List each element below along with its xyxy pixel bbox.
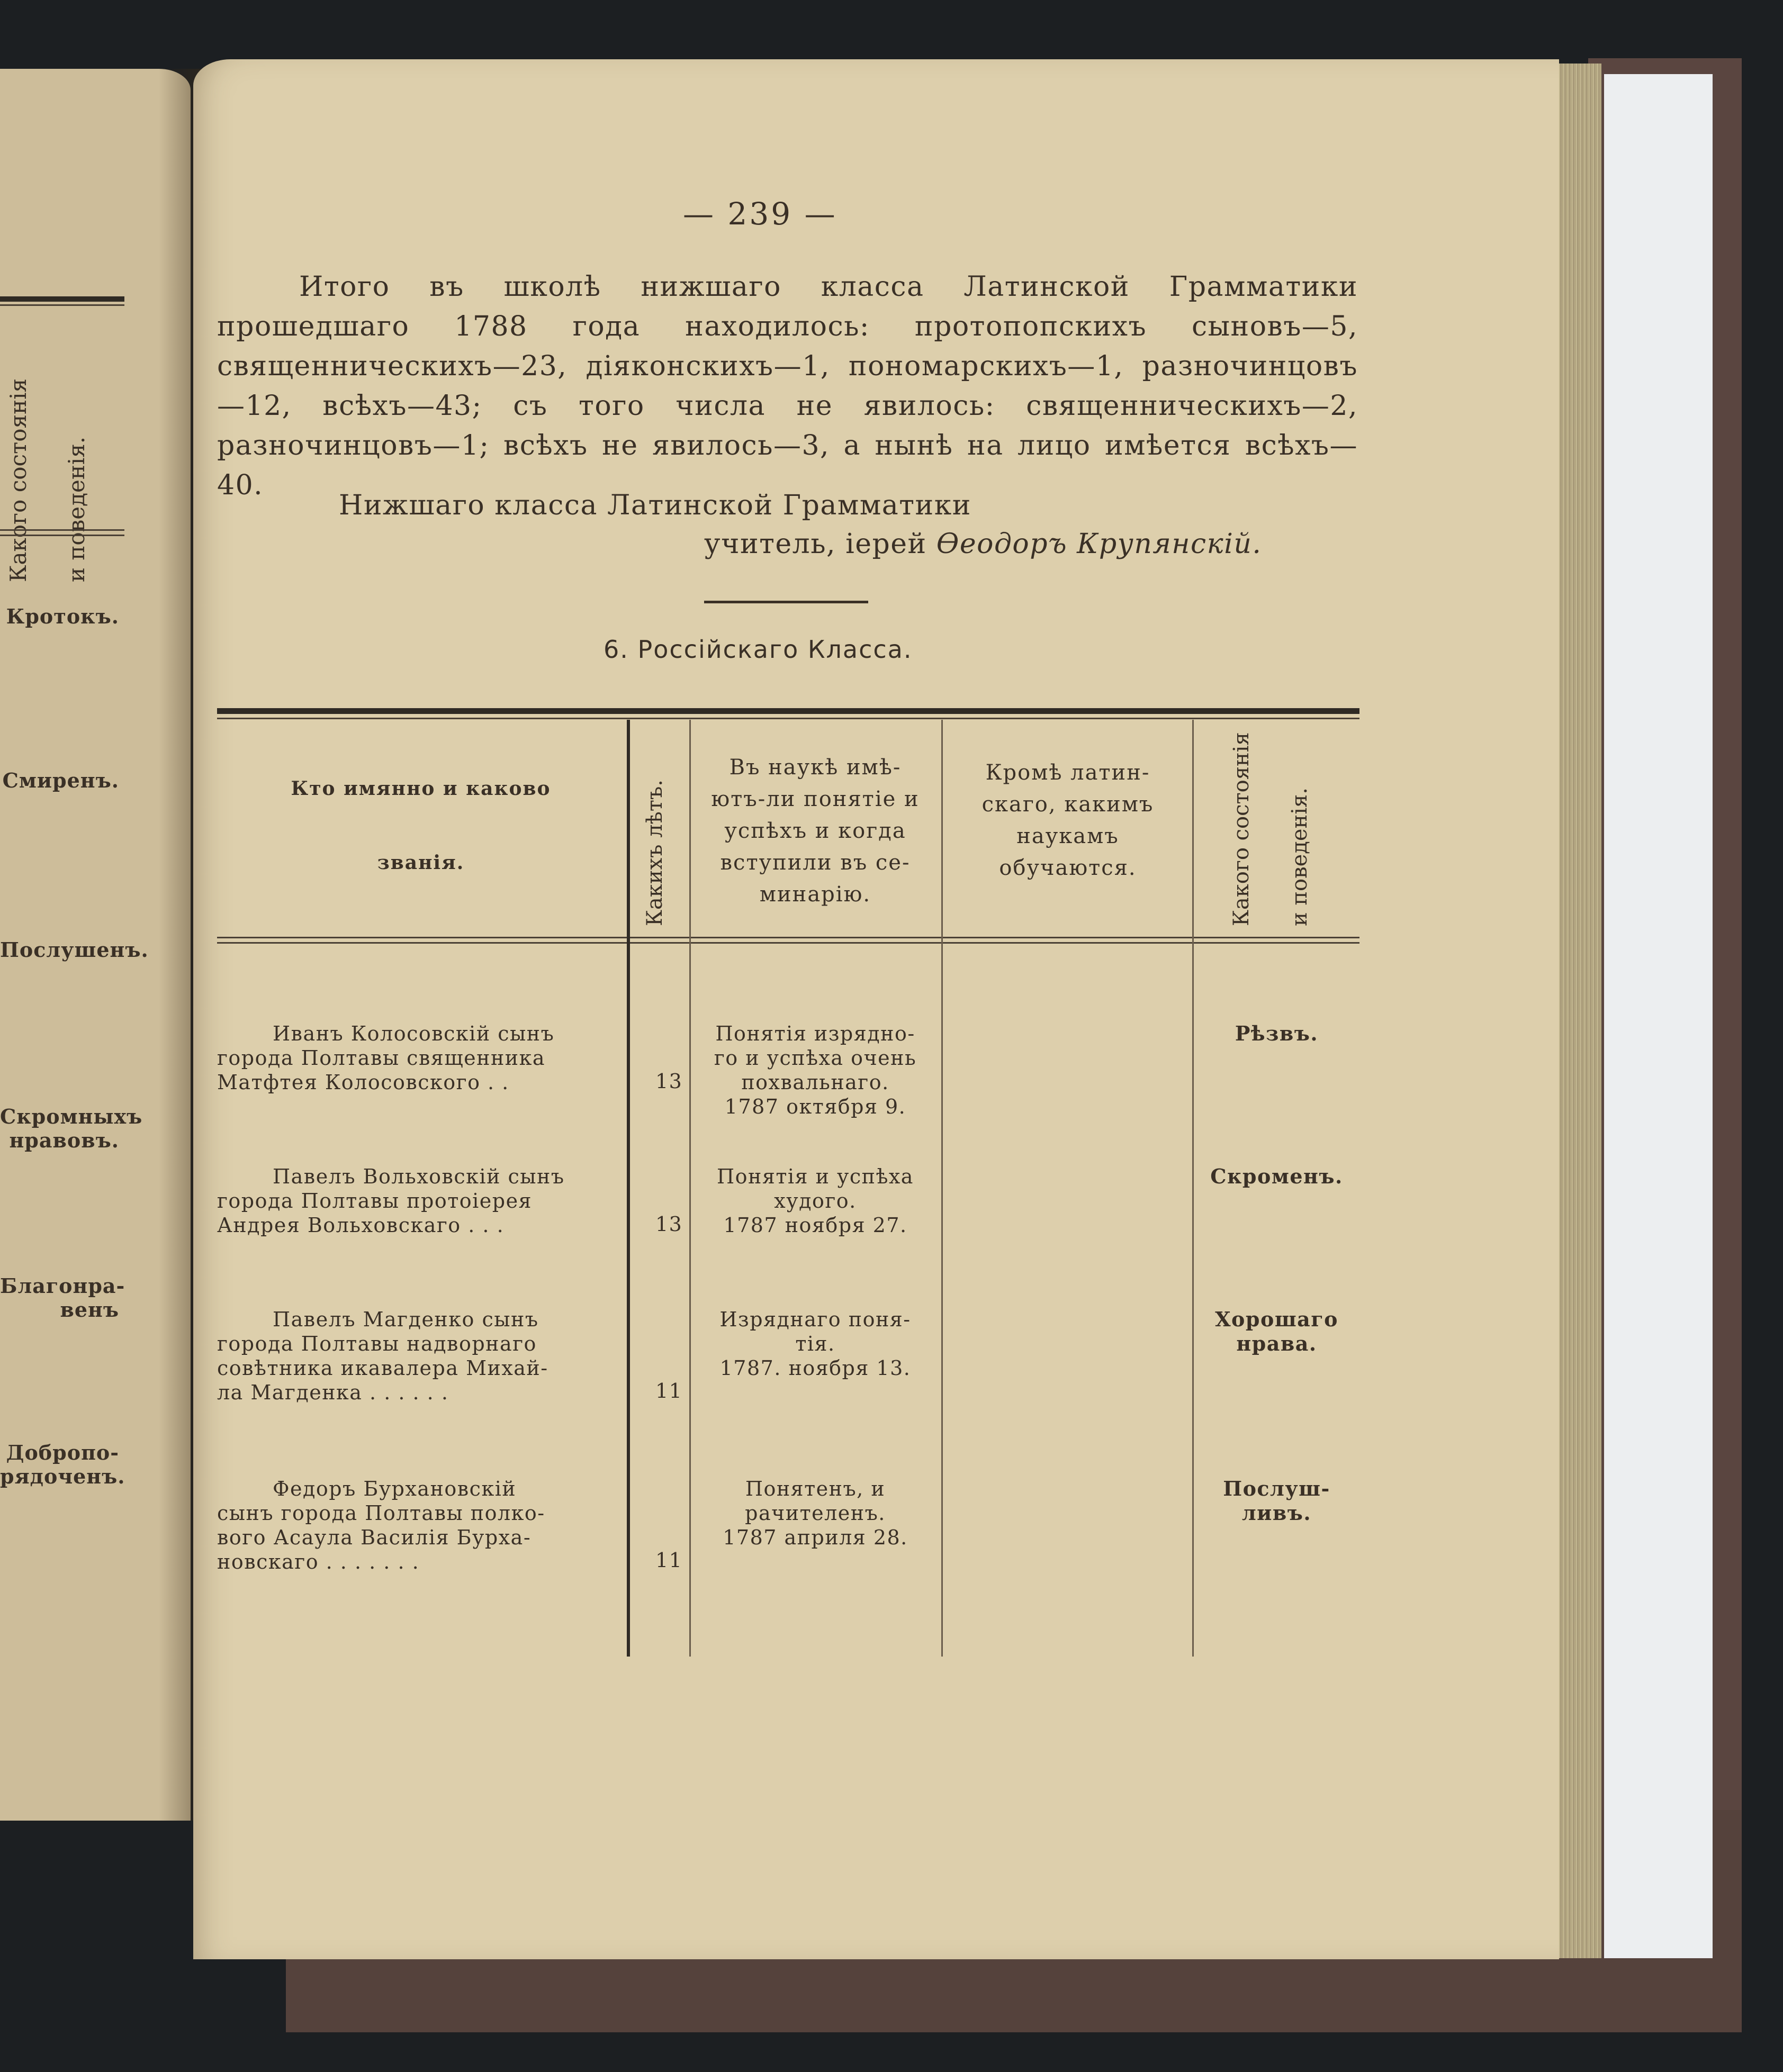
header-science-line: минарію. (759, 882, 871, 907)
section-title: 6. Россійскаго Класса. (604, 635, 913, 664)
condition-line: Рѣзвъ. (1235, 1021, 1319, 1045)
left-entry: Послушенъ. (0, 938, 149, 962)
signature-line-2 (704, 528, 1262, 560)
science-line: Изряднаго поня- (719, 1308, 911, 1331)
left-entry: Скромныхъ (0, 1105, 143, 1128)
summary-text: Итого въ школѣ нижшаго класса Латинской Грамматики прошедшаго 1788 года находилось: протопопскихъ сыновъ—5, священническихъ—23, діяконскихъ—1, пономарскихъ—1, разночинцовъ—12, всѣхъ—43; съ того числа не явилось: священническихъ—2, разночинцовъ—1; всѣхъ не явилось—3, а нынѣ на лицо имѣется всѣхъ—40. (217, 271, 1358, 501)
table-row-science (688, 1164, 942, 1237)
header-other-line: Кромѣ латин- (985, 761, 1150, 785)
header-science-line: вступили въ се- (720, 850, 911, 875)
header-other-sciences (943, 757, 1192, 884)
table-row-age: 13 (655, 1213, 683, 1236)
science-line: 1787. ноября 13. (719, 1356, 911, 1380)
header-science-line: Въ наукѣ имѣ- (729, 755, 902, 780)
header-condition-2: и поведенія. (1287, 787, 1312, 926)
left-page-rule (0, 296, 124, 302)
table-row-name (217, 1477, 611, 1574)
header-age: Какихъ лѣтъ. (643, 779, 667, 926)
table-row-condition (1194, 1307, 1359, 1356)
name-line: Андрея Вольховскаго . . . (217, 1214, 505, 1237)
left-entry: Кротокъ. (6, 604, 119, 628)
table-row-science (688, 1307, 942, 1380)
header-science (691, 752, 940, 910)
condition-line: Скроменъ. (1210, 1164, 1343, 1188)
header-other-line: обучаются. (999, 856, 1137, 880)
name-line: ла Магденка . . . . . . (217, 1381, 449, 1404)
section-divider (704, 601, 868, 603)
header-other-line: скаго, какимъ (981, 792, 1154, 817)
left-entry: Благонра- (0, 1274, 125, 1298)
condition-line: ливъ. (1241, 1501, 1312, 1525)
left-entry: рядоченъ. (0, 1464, 125, 1488)
table-row-name (217, 1307, 611, 1405)
name-line: сынъ города Полтавы полко- (217, 1501, 545, 1525)
science-line: го и успѣха очень (714, 1046, 917, 1070)
header-other-line: наукамъ (1016, 824, 1119, 848)
science-line: похвальнаго. (741, 1071, 889, 1094)
table-row-condition (1194, 1477, 1359, 1525)
signature-title: учитель, іерей (704, 528, 927, 560)
table-row-age: 13 (655, 1070, 683, 1093)
science-line: тія. (795, 1332, 835, 1355)
name-line: совѣтника икавалера Михай- (217, 1356, 548, 1380)
summary-paragraph (217, 267, 1358, 505)
science-line: рачителенъ. (745, 1501, 886, 1525)
column-divider (627, 720, 630, 1657)
header-name-1: Кто имянно и каково (291, 777, 551, 800)
left-header-vertical-2: и поведенія. (64, 436, 89, 582)
table-row-name (217, 1021, 611, 1094)
left-page-rule-thin (0, 304, 124, 306)
table-header-rule (217, 937, 1359, 938)
page-number: — 239 — (683, 196, 838, 232)
table-row-science (688, 1021, 942, 1119)
name-line: Федоръ Бурхановскій (273, 1477, 517, 1500)
signature-name: Ѳеодоръ Крупянскій. (936, 528, 1262, 560)
name-line: города Полтавы священника (217, 1046, 546, 1070)
table-header-rule-2 (217, 942, 1359, 944)
science-line: 1787 априля 28. (723, 1526, 908, 1549)
table-row-condition (1194, 1164, 1359, 1189)
condition-line: Хорошаго (1215, 1307, 1338, 1331)
white-sheet (1604, 74, 1713, 1958)
left-page-rule-thin-2 (0, 529, 124, 531)
left-entry: Смиренъ. (2, 768, 119, 792)
page-edges (1554, 64, 1601, 1958)
table-top-rule (217, 708, 1359, 714)
header-name-2: званія. (377, 852, 465, 874)
name-line: новскаго . . . . . . . (217, 1550, 420, 1573)
condition-line: нрава. (1236, 1332, 1317, 1355)
science-line: 1787 ноября 27. (723, 1214, 907, 1237)
name-line: Матфтея Колосовского . . (217, 1071, 509, 1094)
science-line: Понятенъ, и (745, 1477, 886, 1500)
name-line: Иванъ Колосовскій сынъ (273, 1022, 555, 1045)
table-row-age: 11 (655, 1379, 683, 1403)
name-line: Павелъ Вольховскій сынъ (273, 1165, 565, 1188)
science-line: Понятія и успѣха (717, 1165, 914, 1188)
name-line: города Полтавы протоіерея (217, 1189, 533, 1213)
science-line: 1787 октября 9. (724, 1095, 906, 1118)
table-row-condition (1194, 1021, 1359, 1046)
science-line: худого. (774, 1189, 857, 1213)
table-row-name (217, 1164, 611, 1237)
table-row-science (688, 1477, 942, 1550)
table-row-age: 11 (655, 1549, 683, 1572)
condition-line: Послуш- (1223, 1477, 1330, 1500)
left-entry: Добропо- (6, 1441, 119, 1464)
header-science-line: успѣхъ и когда (724, 819, 906, 843)
left-entry: венъ (60, 1298, 119, 1322)
header-science-line: ютъ-ли понятіе и (711, 787, 920, 811)
signature-line-1: Нижшаго класса Латинской Грамматики (339, 490, 971, 521)
left-entry: нравовъ. (9, 1128, 119, 1152)
name-line: города Полтавы надворнаго (217, 1332, 537, 1355)
table-top-rule-thin (217, 718, 1359, 719)
left-header-vertical-1: Какого состоянія (5, 378, 31, 582)
header-condition-1: Какого состоянія (1229, 732, 1254, 926)
name-line: вого Асаула Василія Бурха- (217, 1526, 532, 1549)
science-line: Понятія изрядно- (715, 1022, 915, 1045)
name-line: Павелъ Магденко сынъ (273, 1308, 539, 1331)
left-page-rule-thin-3 (0, 535, 124, 536)
